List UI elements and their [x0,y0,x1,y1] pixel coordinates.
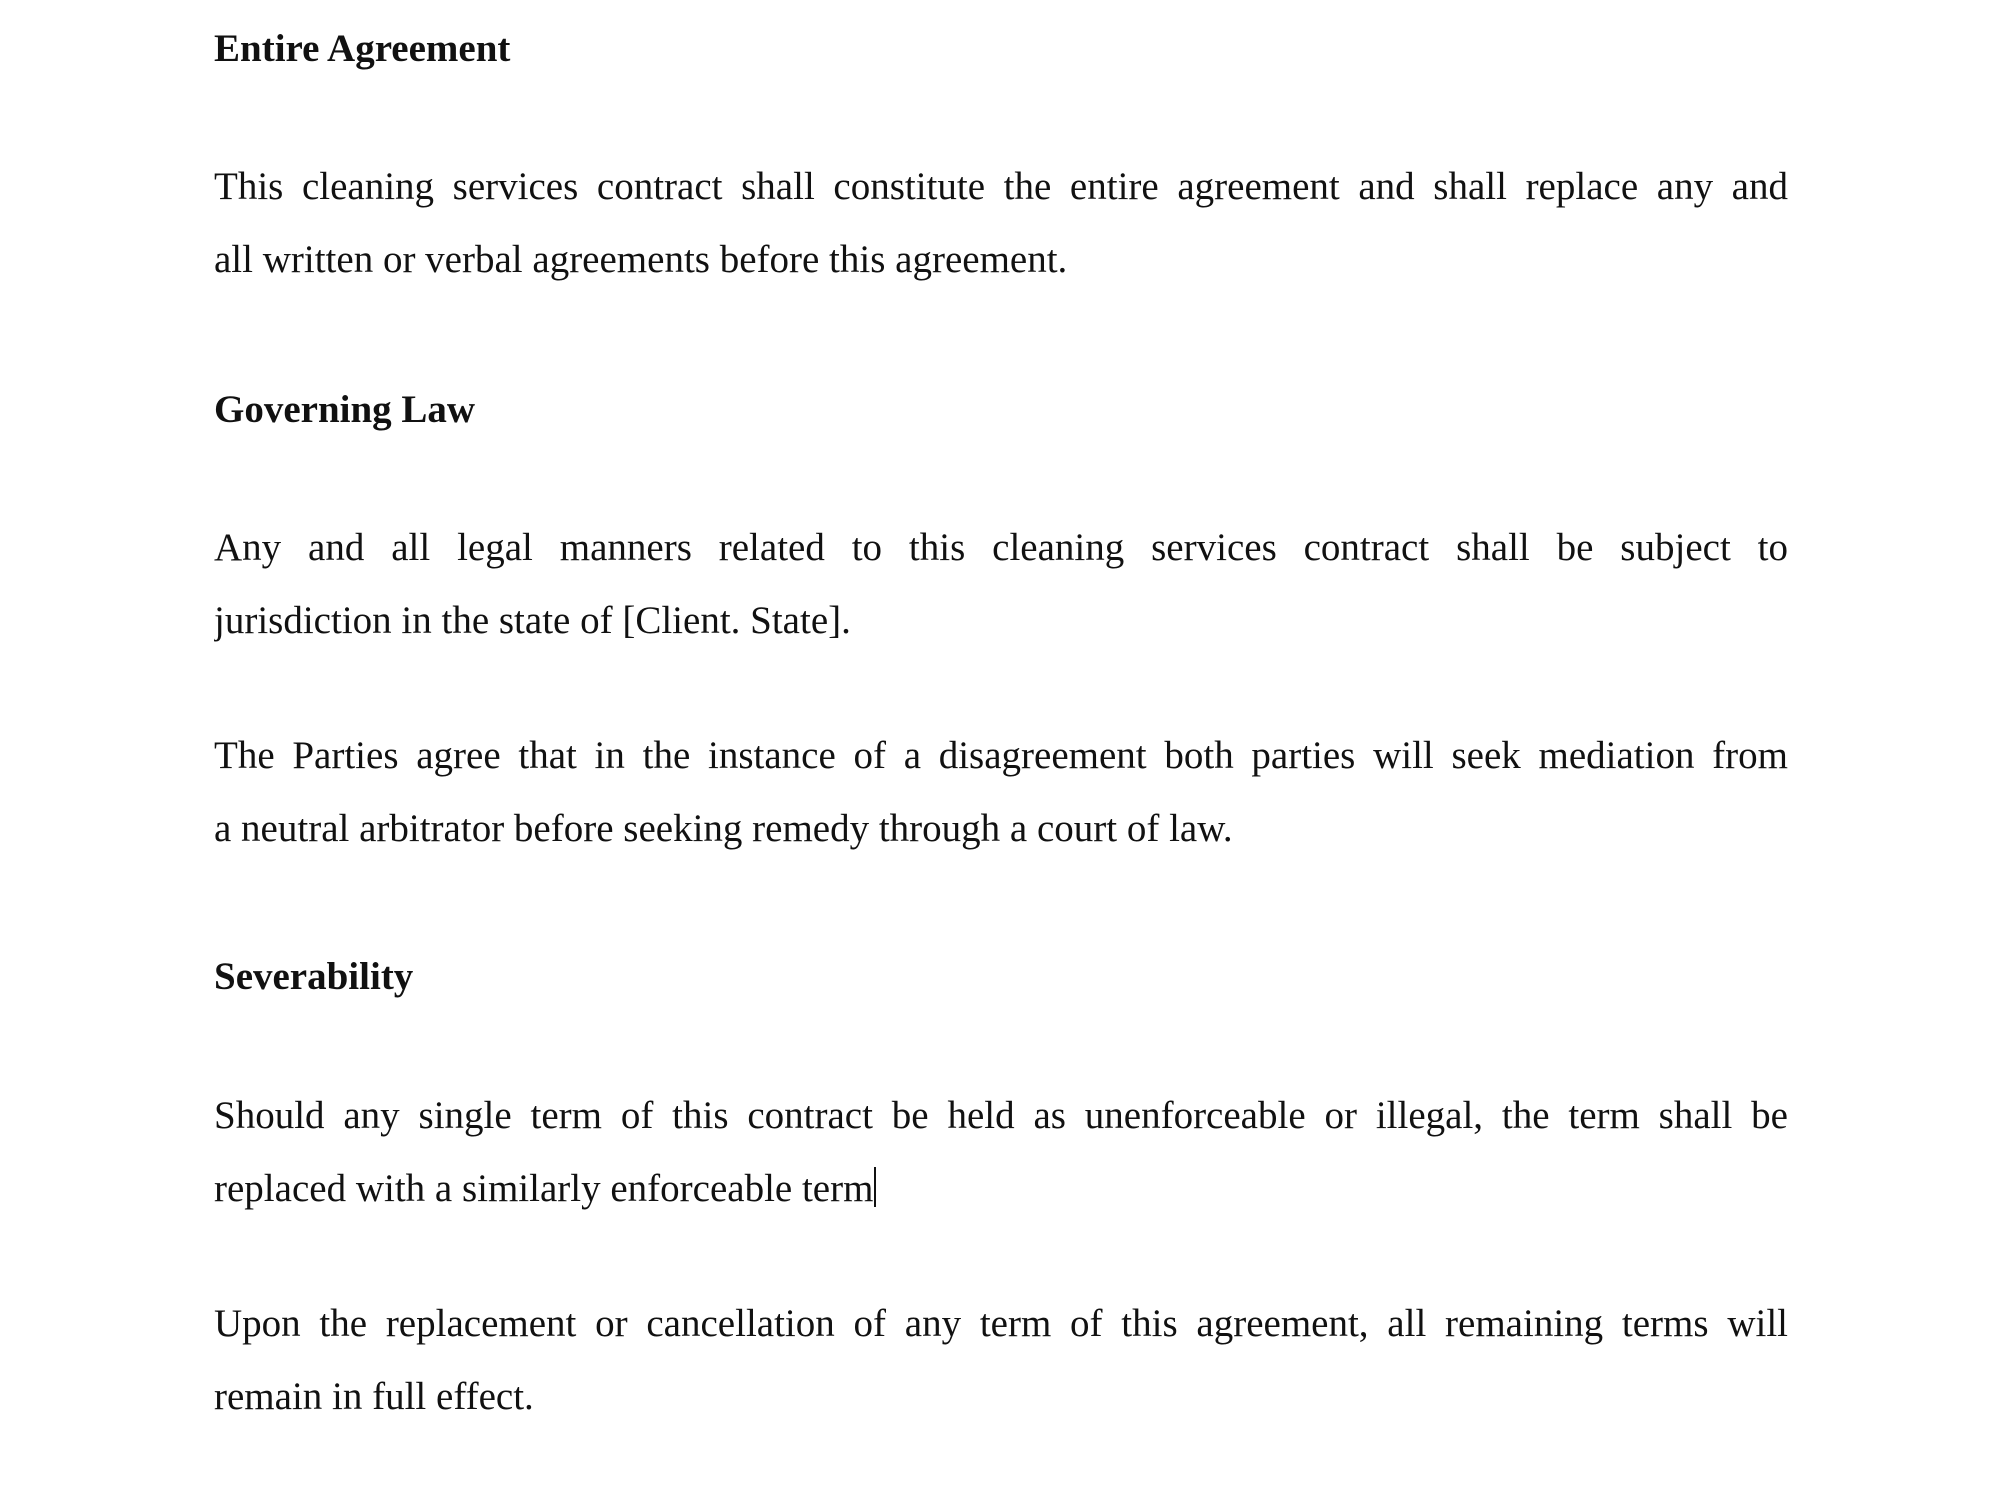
paragraph-line: Should any single term of this contract be held as unenforceable or illegal, the term shall be [214,1094,1788,1137]
paragraph-line: The Parties agree that in the instance of a disagreement both parties will seek mediation from [214,734,1788,777]
section-heading-entire-agreement: Entire Agreement [214,27,511,70]
paragraph-entire-agreement[interactable] [214,150,1788,296]
paragraph-severability-replacement[interactable] [214,1079,1788,1225]
paragraph-severability-remaining-terms[interactable] [214,1287,1788,1433]
paragraph-line: jurisdiction in the state of [Client. State]. [214,599,851,642]
paragraph-line: Any and all legal manners related to this cleaning services contract shall be subject to [214,526,1788,569]
paragraph-line-with-caret [214,1152,1788,1225]
paragraph-line: Upon the replacement or cancellation of any term of this agreement, all remaining terms will [214,1302,1788,1345]
paragraph-line: a neutral arbitrator before seeking remedy through a court of law. [214,807,1233,850]
paragraph-line: remain in full effect. [214,1375,534,1418]
paragraph-governing-law-jurisdiction[interactable] [214,511,1788,657]
paragraph-line-text: replaced with a similarly enforceable term [214,1167,874,1210]
section-heading-severability: Severability [214,955,414,998]
paragraph-governing-law-mediation[interactable] [214,719,1788,865]
text-cursor [874,1167,876,1207]
paragraph-line: This cleaning services contract shall constitute the entire agreement and shall replace any and [214,165,1788,208]
paragraph-line: all written or verbal agreements before this agreement. [214,238,1068,281]
section-heading-governing-law: Governing Law [214,388,476,431]
